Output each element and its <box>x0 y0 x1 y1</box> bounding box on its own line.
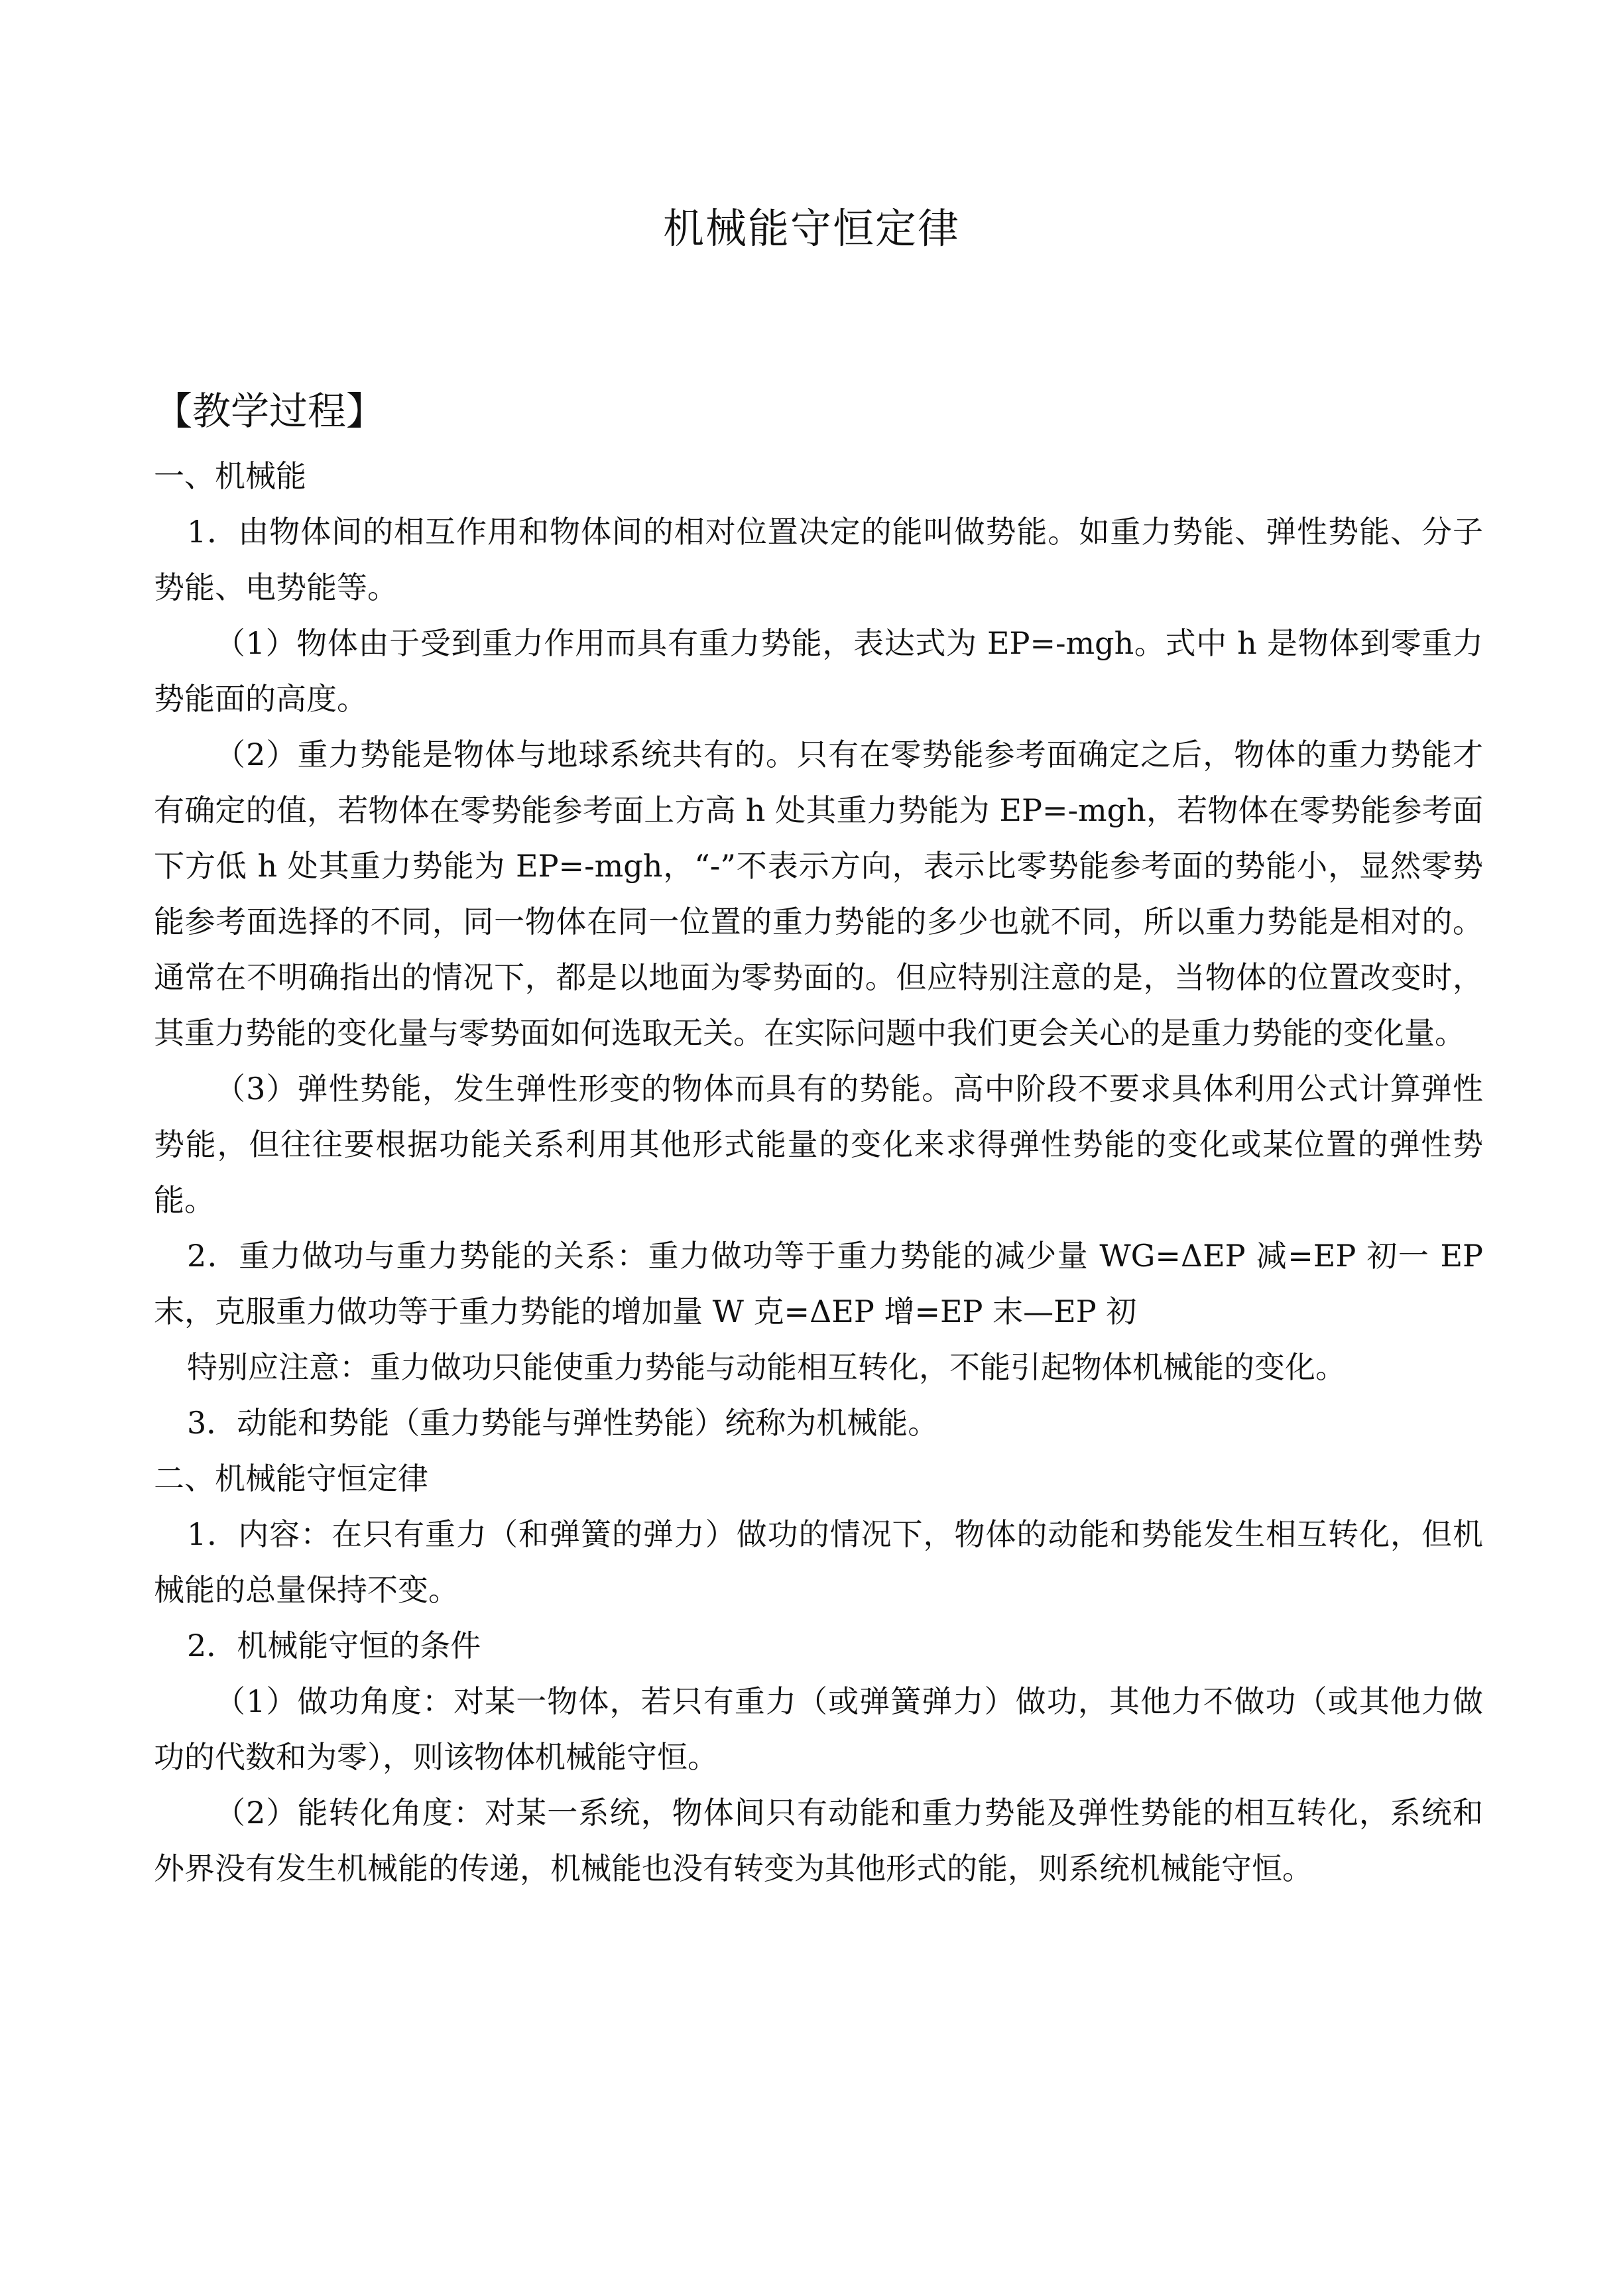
paragraph-gravity-work-relation: 2．重力做功与重力势能的关系：重力做功等于重力势能的减少量 WG=ΔEP 减=EP 初一 EP 末，克服重力做功等于重力势能的增加量 W 克=ΔEP 增=EP 末—EP 初 <box>154 1238 1483 1329</box>
paragraph-elastic-potential: （3）弹性势能，发生弹性形变的物体而具有的势能。高中阶段不要求具体利用公式计算弹性势能，但往往要根据功能关系利用其他形式能量的变化来求得弹性势能的变化或某位置的弹性势能。 <box>154 1071 1483 1218</box>
paragraph-potential-energy: 1．由物体间的相互作用和物体间的相对位置决定的能叫做势能。如重力势能、弹性势能、分子势能、电势能等。 <box>154 514 1483 605</box>
paragraph-gravity-potential-expression: （1）物体由于受到重力作用而具有重力势能，表达式为 EP=-mgh。式中 h 是物体到零重力势能面的高度。 <box>154 625 1483 717</box>
paragraph-energy-transformation-angle: （2）能转化角度：对某一系统，物体间只有动能和重力势能及弹性势能的相互转化，系统和外界没有发生机械能的传递，机械能也没有转变为其他形式的能，则系统机械能守恒。 <box>154 1795 1483 1886</box>
paragraph-special-note: 特别应注意：重力做功只能使重力势能与动能相互转化，不能引起物体机械能的变化。 <box>187 1349 1346 1385</box>
document-title: 机械能守恒定律 <box>662 204 960 253</box>
paragraph-conservation-conditions: 2．机械能守恒的条件 <box>187 1628 481 1663</box>
paragraph-gravity-potential-relative: （2）重力势能是物体与地球系统共有的。只有在零势能参考面确定之后，物体的重力势能才有确定的值，若物体在零势能参考面上方高 h 处其重力势能为 EP=-mgh，若物体在零势能参考面下方低 h 处其重力势能为 EP=-mgh，“-”不表示方向，表示比零势能参考面的势能小，显然零势能参考面选择的不同，同一物体在同一位置的重力势能的多少也就不同，所以重力势能是相对的。通常在不明确指出的情况下，都是以地面为零势面的。但应特别注意的是，当物体的位置改变时，其重力势能的变化量与零势面如何选取无关。在实际问题中我们更会关心的是重力势能的变化量。 <box>154 737 1483 1051</box>
heading-mechanical-energy: 一、机械能 <box>154 458 306 494</box>
document-body <box>154 378 1483 1896</box>
heading-conservation-law: 二、机械能守恒定律 <box>154 1461 428 1496</box>
paragraph-law-content: 1．内容：在只有重力（和弹簧的弹力）做功的情况下，物体的动能和势能发生相互转化，但机械能的总量保持不变。 <box>154 1516 1483 1608</box>
section-label: 【教学过程】 <box>154 389 385 434</box>
paragraph-work-angle: （1）做功角度：对某一物体，若只有重力（或弹簧弹力）做功，其他力不做功（或其他力做功的代数和为零），则该物体机械能守恒。 <box>154 1683 1483 1775</box>
paragraph-mechanical-energy-definition: 3．动能和势能（重力势能与弹性势能）统称为机械能。 <box>187 1405 939 1441</box>
